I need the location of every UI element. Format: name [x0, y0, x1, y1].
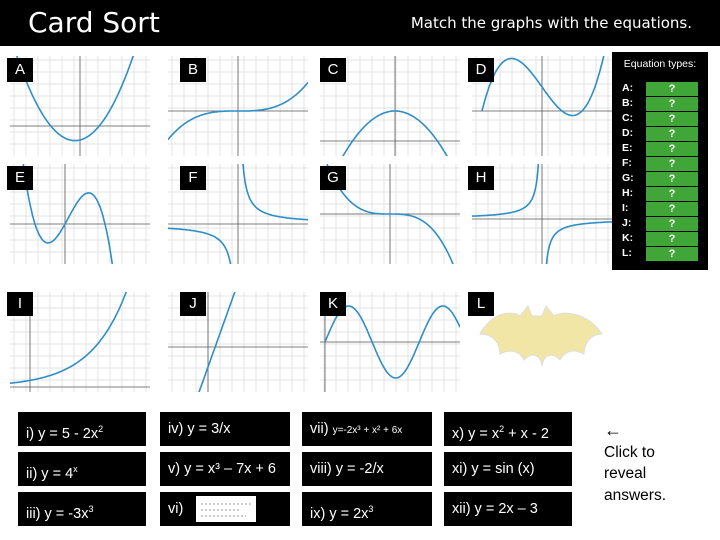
equation-card-ix[interactable] — [302, 492, 432, 526]
equation-text: x) y = x — [452, 425, 500, 442]
answer-box[interactable]: ? — [646, 97, 698, 111]
exponent: 3 — [368, 504, 374, 514]
answer-row-label: K: — [622, 232, 634, 244]
graph-label-b: B — [180, 58, 206, 82]
equation-text: i) y = 5 - 2x — [26, 425, 99, 442]
answer-row — [622, 187, 702, 202]
answer-row — [622, 142, 702, 157]
answer-row — [622, 82, 702, 97]
equation-card-iii[interactable] — [18, 492, 146, 526]
equation-text: + x - 2 — [504, 425, 549, 442]
answer-row — [622, 202, 702, 217]
answer-box[interactable]: ? — [646, 112, 698, 126]
exponent: x — [73, 464, 78, 474]
equation-text: viii) y = -2/x — [310, 461, 384, 477]
answer-row-label: H: — [622, 187, 634, 199]
equation-image — [196, 496, 256, 522]
answer-row-label: F: — [622, 157, 632, 169]
reveal-text-line: reveal — [604, 465, 647, 482]
answer-box[interactable]: ? — [646, 157, 698, 171]
answer-row — [622, 232, 702, 247]
exponent: 2 — [98, 424, 104, 434]
answer-row-label: J: — [622, 217, 632, 229]
graph-label-a: A — [7, 58, 33, 82]
equation-card-viii[interactable] — [302, 452, 432, 486]
equation-types-panel — [612, 52, 708, 270]
exponent: 2 — [499, 424, 505, 434]
answer-box[interactable]: ? — [646, 202, 698, 216]
reveal-text-line: answers. — [604, 486, 667, 504]
equation-card-ii[interactable] — [18, 452, 146, 486]
equation-text: xii) y = 2x – 3 — [452, 501, 538, 517]
equation-text: v) y = x³ – 7x + 6 — [168, 461, 276, 477]
equation-text: ii) y = 4 — [26, 465, 74, 482]
equation-text: xi) y = sin (x) — [452, 461, 535, 477]
graph-label-d: D — [468, 58, 494, 82]
answer-box[interactable]: ? — [646, 187, 698, 201]
answer-row-label: G: — [622, 172, 634, 184]
equation-text: vi) — [168, 501, 184, 517]
answer-row-label: L: — [622, 247, 632, 259]
answer-box[interactable]: ? — [646, 172, 698, 186]
graph-label-i: I — [7, 292, 33, 316]
equation-text: ix) y = 2x — [310, 505, 369, 522]
answer-row — [622, 112, 702, 127]
graph-label-e: E — [7, 166, 33, 190]
graph-label-f: F — [180, 166, 206, 190]
equation-card-xi[interactable] — [444, 452, 572, 486]
answer-row — [622, 172, 702, 187]
page-title: Card Sort — [28, 6, 160, 39]
answer-row — [622, 247, 702, 262]
answer-row — [622, 97, 702, 112]
answer-row — [622, 217, 702, 232]
answer-row-label: D: — [622, 127, 634, 139]
answer-row-label: A: — [622, 82, 634, 94]
answer-box[interactable]: ? — [646, 232, 698, 246]
equation-card-iv[interactable] — [160, 412, 290, 446]
left-arrow-icon: ← — [604, 420, 622, 440]
answer-box[interactable]: ? — [646, 142, 698, 156]
reveal-text-line: Click to — [604, 443, 655, 461]
answer-row — [622, 127, 702, 142]
header-bar — [0, 0, 720, 46]
answer-box[interactable]: ? — [646, 127, 698, 141]
answer-row-label: I: — [622, 202, 629, 214]
graph-label-g: G — [320, 166, 346, 190]
equation-card-xii[interactable] — [444, 492, 572, 526]
handwritten-equation-icon — [196, 496, 256, 522]
page-instruction: Match the graphs with the equations. — [410, 14, 692, 32]
equation-card-v[interactable] — [160, 452, 290, 486]
answer-row-label: B: — [622, 97, 634, 109]
graph-label-j: J — [180, 292, 206, 316]
graph-label-k: K — [320, 292, 346, 316]
answer-box[interactable]: ? — [646, 247, 698, 261]
answer-row-label: C: — [622, 112, 634, 124]
answer-box[interactable]: ? — [646, 82, 698, 96]
graph-label-h: H — [468, 166, 494, 190]
equation-text-small: y=-2x³ + x² + 6x — [332, 425, 403, 436]
answer-row — [622, 157, 702, 172]
equation-text: iv) y = 3/x — [168, 421, 231, 437]
reveal-answers-button[interactable] — [604, 420, 714, 506]
graph-label-l: L — [468, 292, 494, 316]
answer-box[interactable]: ? — [646, 217, 698, 231]
equation-card-vi[interactable] — [160, 492, 290, 526]
equation-card-i[interactable] — [18, 412, 146, 446]
panel-title: Equation types: — [623, 58, 697, 70]
equation-text: vii) — [310, 421, 333, 437]
graph-label-c: C — [320, 58, 346, 82]
exponent: 3 — [88, 504, 94, 514]
equation-card-vii[interactable] — [302, 412, 432, 446]
answer-row-label: E: — [622, 142, 633, 154]
equation-text: iii) y = -3x — [26, 505, 89, 522]
equation-card-x[interactable] — [444, 412, 572, 446]
